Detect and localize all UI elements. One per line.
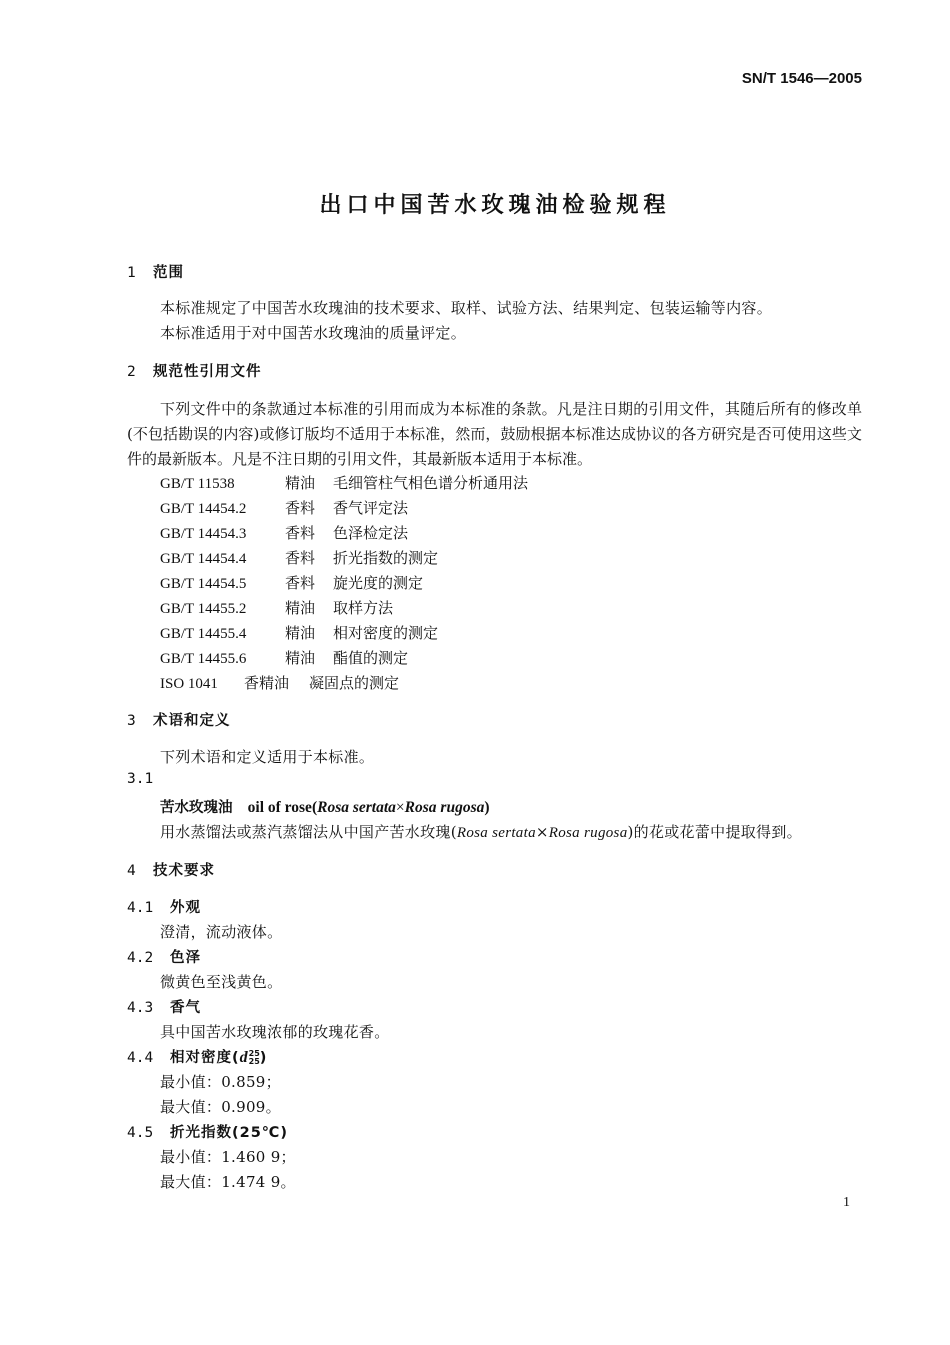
subsection-number: 4.2 [127,950,154,966]
term-heading [160,796,490,817]
subsection-number: 4.5 [127,1125,154,1141]
reference-category: 精油 [285,599,316,617]
reference-category: 香料 [285,549,316,567]
subsection-title: 香气 [170,1000,201,1016]
term-latin-1: Rosa sertata [317,799,396,816]
reference-item [160,597,393,618]
definition-latin-2: Rosa rugosa [548,825,628,841]
subsection-title: 色泽 [170,950,201,966]
reference-item [160,522,408,543]
reference-item [160,647,408,668]
page-number: 1 [843,1195,850,1210]
reference-category: 精油 [285,474,316,492]
subsection-number: 4.1 [127,900,154,916]
reference-category: 香料 [285,524,316,542]
definition-times: × [535,823,549,841]
definition-text-b: )的花或花蕾中提取得到。 [627,823,802,841]
section-2-heading [127,360,262,381]
section-title: 范围 [153,265,184,281]
subsection-number: 4.4 [127,1050,154,1066]
subsection-heading [127,946,201,967]
reference-item [160,572,423,593]
reference-category: 香料 [285,499,316,517]
term-definition [160,821,802,842]
reference-code: ISO 1041 [160,676,218,692]
subsection-heading [127,1046,267,1067]
section-4-heading [127,859,215,880]
reference-item [160,547,438,568]
section-1-heading [127,261,184,282]
standard-number: SN/T 1546—2005 [741,70,862,87]
reference-name: 旋光度的测定 [333,574,424,592]
section-title: 技术要求 [153,863,215,879]
term-times: × [395,799,405,816]
subsection-heading [127,1121,288,1142]
reference-item [160,672,399,693]
definition-text-a: 用水蒸馏法或蒸汽蒸馏法从中国产苦水玫瑰( [160,823,457,841]
density-indices [249,1050,260,1066]
reference-name: 折光指数的测定 [333,549,439,567]
section-number: 3 [127,713,136,729]
subsection-heading [127,896,201,917]
definition-latin-1: Rosa sertata [456,825,536,841]
term-chinese: 苦水玫瑰油 [160,800,233,816]
reference-code: GB/T 14454.5 [160,576,247,592]
subsection-title: 相对密度( [170,1050,240,1066]
reference-code: GB/T 14454.4 [160,551,247,567]
terms-intro: 下列术语和定义适用于本标准。 [160,748,375,766]
reference-code: GB/T 14454.3 [160,526,247,542]
reference-code: GB/T 14455.4 [160,626,247,642]
term-close: ) [484,799,490,816]
reference-code: GB/T 11538 [160,476,235,492]
requirement-min: 最小值：0.859； [160,1073,281,1091]
reference-category: 香精油 [244,674,290,692]
reference-category: 香料 [285,574,316,592]
reference-item [160,472,528,493]
reference-name: 相对密度的测定 [333,624,439,642]
reference-name: 凝固点的测定 [309,674,400,692]
section-number: 4 [127,863,136,879]
subsection-number-3-1 [127,771,153,787]
term-english: oil of rose( [247,799,318,816]
reference-name: 酯值的测定 [333,649,409,667]
reference-item [160,497,408,518]
requirement-max: 最大值：0.909。 [160,1098,281,1116]
reference-code: GB/T 14455.6 [160,651,247,667]
reference-code: GB/T 14455.2 [160,601,247,617]
document-title: 出口中国苦水玫瑰油检验规程 [319,193,671,218]
subsection-number: 4.3 [127,1000,154,1016]
reference-code: GB/T 14454.2 [160,501,247,517]
requirement-value: 具中国苦水玫瑰浓郁的玫瑰花香。 [160,1023,390,1041]
scope-paragraph-2: 本标准适用于对中国苦水玫瑰油的质量评定。 [160,324,467,342]
references-paragraph: 下列文件中的条款通过本标准的引用而成为本标准的条款。凡是注日期的引用文件，其随后所有的修改单(不包括勘误的内容)或修订版均不适用于本标准，然而，鼓励根据本标准达成协议的各方研究是否可使用这些文件的最新版本。凡是不注日期的引用文件，其最新版本适用于本标准。 [127,400,862,468]
density-superscript: 25 [248,1049,260,1058]
scope-paragraph-1: 本标准规定了中国苦水玫瑰油的技术要求、取样、试验方法、结果判定、包装运输等内容。 [160,299,773,317]
density-subscript: 25 [248,1057,260,1066]
subsection-heading [127,996,201,1017]
requirement-min: 最小值：1.460 9； [160,1148,296,1166]
section-title: 术语和定义 [153,713,231,729]
requirement-value: 澄清，流动液体。 [160,923,283,941]
reference-name: 色泽检定法 [333,524,409,542]
reference-name: 香气评定法 [333,499,409,517]
density-symbol: d [239,1049,249,1066]
section-title: 规范性引用文件 [153,364,262,380]
subsection-title: 外观 [170,900,201,916]
reference-category: 精油 [285,649,316,667]
term-latin-2: Rosa rugosa [404,799,485,816]
section-number: 2 [127,364,136,380]
section-3-heading [127,709,231,730]
reference-category: 精油 [285,624,316,642]
requirement-max: 最大值：1.474 9。 [160,1173,296,1191]
section-number: 1 [127,265,136,281]
reference-item [160,622,438,643]
subsection-number: 3.1 [127,771,154,787]
requirement-value: 微黄色至浅黄色。 [160,973,283,991]
subsection-title: 折光指数(25℃) [170,1125,288,1141]
reference-name: 毛细管柱气相色谱分析通用法 [333,474,529,492]
reference-name: 取样方法 [333,599,394,617]
subsection-title-end: ) [259,1050,268,1066]
